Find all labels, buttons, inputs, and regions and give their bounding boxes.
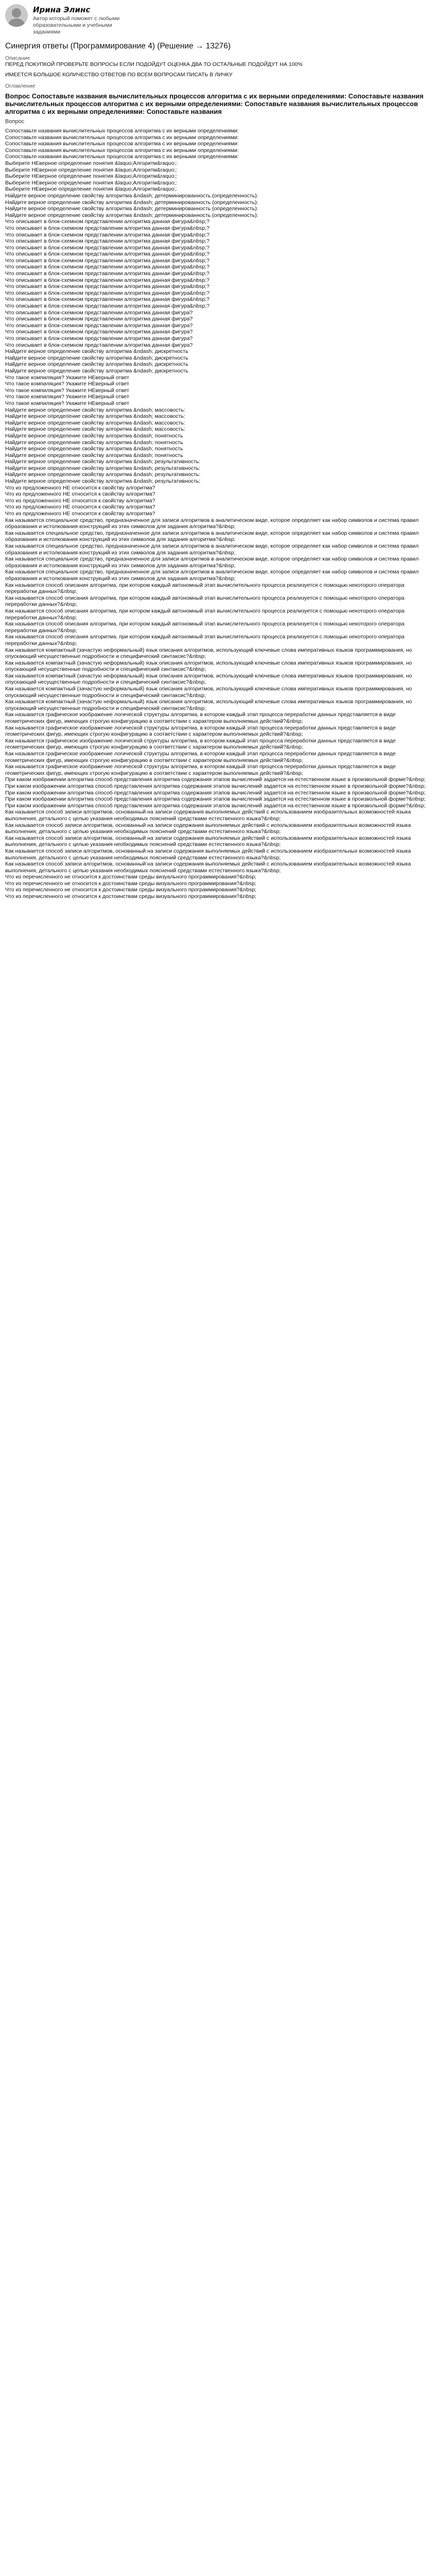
list-item: Найдите верное определение свойству алгоритма &ndash; массовость:	[5, 406, 185, 413]
list-item: Найдите верное определение свойству алгоритма &ndash; понятность	[5, 452, 183, 459]
list-item: Найдите верное определение свойству алгоритма &ndash; дискретность	[5, 367, 188, 374]
list-item: Выберите НЕверное определение понятия &laquo;Алгоритм&raquo;:	[5, 173, 178, 180]
list-item: Что описывает в блок-схемном представлении алгоритма данная фигура?	[5, 316, 193, 323]
list-item: Как называется графическое изображение логической структуры алгоритма, в котором каждый этап процесса переработки данных представляется в виде геометрических фигур, имеющих строгую конфигурацию в соответствии с характером выполняемых действий?&nbsp;	[5, 764, 396, 776]
list-item: Выберите НЕверное определение понятия &laquo;Алгоритм&raquo;:	[5, 179, 178, 186]
list-item: Найдите верное определение свойству алгоритма &ndash; понятность	[5, 432, 183, 439]
list-item: Что из предложенного НЕ относится к свойству алгоритма?	[5, 491, 155, 498]
list-item: Что из перечисленного не относится к достоинствам среды визуального программирования?&nbsp;	[5, 887, 256, 893]
list-item: При каком изображении алгоритма способ представления алгоритма содержания этапов вычислений задается на естественном языке в произвольной форме?&nbsp;	[5, 789, 426, 796]
list-item: Как называется специальное средство, предназначенное для записи алгоритмов в аналитическом виде, которое определяет как набор символов и система правил образования и истолкования конструкций из этих символов для задания алгоритма?&nbsp;	[5, 543, 419, 556]
list-item: Что описывает в блок-схемном представлении алгоритма данная фигура&nbsp;?	[5, 231, 210, 238]
question-subtitle: Вопрос	[5, 118, 25, 125]
list-item: Найдите верное определение свойству алгоритма &ndash; результативность:	[5, 459, 201, 465]
list-item: Найдите верное определение свойству алгоритма &ndash; результативность:	[5, 471, 201, 478]
list-item: Выберите НЕверное определение понятия &laquo;Алгоритм&raquo;:	[5, 160, 178, 166]
list-item: Найдите верное определение свойству алгоритма &ndash; массовость:	[5, 419, 185, 426]
list-item: Сопоставьте названия вычислительных процессов алгоритма с их верными определениями:	[5, 154, 239, 160]
list-item: Что описывает в блок-схемном представлении алгоритма данная фигура&nbsp;?	[5, 244, 210, 251]
list-item: Как называется способ записи алгоритмов, основанный на записи содержания выполняемых действий с использованием изобразительных возможностей языка выполнения, детального с целью указания необходимых пояснений средствами естественного языка?&nbsp;	[5, 861, 411, 874]
list-item: Что описывает в блок-схемном представлении алгоритма данная фигура&nbsp;?	[5, 218, 210, 225]
description-gap	[5, 67, 431, 72]
list-item: Что из перечисленного не относится к достоинствам среды визуального программирования?&nbsp;	[5, 893, 256, 900]
list-item: Что из предложенного НЕ относится к свойству алгоритма?	[5, 497, 155, 504]
list-item: Что описывает в блок-схемном представлении алгоритма данная фигура&nbsp;?	[5, 251, 210, 258]
contents-label: Оглавление	[5, 83, 36, 89]
list-item: Найдите верное определение свойству алгоритма &ndash; дискретность	[5, 348, 188, 355]
list-item: Найдите верное определение свойству алгоритма &ndash; детерминированность (определенность):	[5, 192, 258, 199]
list-item: Как называется графическое изображение логической структуры алгоритма, в котором каждый этап процесса переработки данных представляется в виде геометрических фигур, имеющих строгую конфигурацию в соответствии с характером выполняемых действий?&nbsp;	[5, 737, 396, 751]
list-item: Как называется способ описания алгоритма, при котором каждый автономный этап вычислительного процесса реализуется с помощью некоторого оператора переработки данных?&nbsp;	[5, 621, 405, 634]
author-description: Автор который поможет с любыми образовательными и учебными заданиями	[33, 15, 120, 35]
list-item: Что описывает в блок-схемном представлении алгоритма данная фигура?	[5, 329, 193, 335]
description-line: ПЕРЕД ПОКУПКОЙ ПРОВЕРЬТЕ ВОПРОСЫ ЕСЛИ ПОДОЙДУТ ОЦЕНКА ДВА ТО ОСТАЛЬНЫЕ ПОДОЙДУТ НА 100%	[5, 61, 303, 67]
list-item: Что из предложенного НЕ относится к свойству алгоритма?	[5, 484, 155, 491]
list-item: Выберите НЕверное определение понятия &laquo;Алгоритм&raquo;:	[5, 186, 178, 193]
list-item: Найдите верное определение свойству алгоритма &ndash; массовость:	[5, 413, 185, 420]
description-line: ИМЕЕТСЯ БОЛЬШОЕ КОЛИЧЕСТВО ОТВЕТОВ ПО ВСЕМ ВОПРОСАМ ПИСАТЬ В ЛИЧКУ	[5, 72, 233, 78]
list-item: При каком изображении алгоритма способ представления алгоритма содержания этапов вычислений задается на естественном языке в произвольной форме?&nbsp;	[5, 796, 426, 803]
list-item: Как называется способ записи алгоритмов, основанный на записи содержания выполняемых действий с использованием изобразительных возможностей языка выполнения, детального с целью указания необходимых пояснений средствами естественного языка?&nbsp;	[5, 809, 411, 822]
description-text	[5, 61, 431, 78]
list-item: Найдите верное определение свойству алгоритма &ndash; понятность	[5, 439, 183, 446]
list-item: Как называется компактный (зачастую неформальный) язык описания алгоритмов, использующий ключевые слова императивных языков программирования, но опускающий несущественные подробности и специфический синтаксис?&nbsp;	[5, 699, 412, 711]
list-item: Что описывает в блок-схемном представлении алгоритма данная фигура?	[5, 322, 193, 329]
list-item: Что описывает в блок-схемном представлении алгоритма данная фигура&nbsp;?	[5, 238, 210, 245]
list-item: Что описывает в блок-схемном представлении алгоритма данная фигура?	[5, 309, 193, 316]
list-item: Как называется способ описания алгоритма, при котором каждый автономный этап вычислительного процесса реализуется с помощью некоторого оператора переработки данных?&nbsp;	[5, 607, 405, 621]
list-item: Что описывает в блок-схемном представлении алгоритма данная фигура&nbsp;?	[5, 290, 210, 296]
list-item: Что описывает в блок-схемном представлении алгоритма данная фигура&nbsp;?	[5, 283, 210, 290]
question-title: Вопрос Сопоставьте названия вычислительных процессов алгоритма с их верными определениями: Сопоставьте названия вычислительных процессов алгоритма с их верными определениями: Сопоставьте названия вычислительных процессов алгоритма с их верными определениями: Сопоставьте названия	[5, 92, 424, 115]
list-item: Что такое компиляция? Укажите НЕверный ответ	[5, 374, 129, 381]
spacer	[5, 78, 431, 83]
list-item: Что из предложенного НЕ относится к свойству алгоритма?	[5, 511, 155, 517]
page-title: Синергия ответы (Программирование 4) (Решение → 13276)	[5, 42, 231, 50]
list-item: Найдите верное определение свойству алгоритма &ndash; дискретность	[5, 361, 188, 368]
list-item: Как называется компактный (зачастую неформальный) язык описания алгоритмов, использующий ключевые слова императивных языков программирования, но опускающий несущественные подробности и специфический синтаксис?&nbsp;	[5, 672, 412, 686]
list-item: Что такое компиляция? Укажите НЕверный ответ	[5, 394, 129, 400]
list-item: Найдите верное определение свойству алгоритма &ndash; понятность	[5, 446, 183, 452]
list-item: Как называется способ описания алгоритма, при котором каждый автономный этап вычислительного процесса реализуется с помощью некоторого оператора переработки данных?&nbsp;	[5, 595, 405, 608]
question-list	[5, 128, 431, 900]
list-item: При каком изображении алгоритма способ представления алгоритма содержания этапов вычислений задается на естественном языке в произвольной форме?&nbsp;	[5, 802, 426, 809]
author-name[interactable]: Ирина Элинс	[33, 5, 91, 14]
list-item: Как называется способ описания алгоритма, при котором каждый автономный этап вычислительного процесса реализуется с помощью некоторого оператора переработки данных?&nbsp;	[5, 582, 405, 595]
list-item: Как называется компактный (зачастую неформальный) язык описания алгоритмов, использующий ключевые слова императивных языков программирования, но опускающий несущественные подробности и специфический синтаксис?&nbsp;	[5, 686, 412, 699]
list-item: Найдите верное определение свойству алгоритма &ndash; результативность:	[5, 478, 201, 485]
list-item: Как называется специальное средство, предназначенное для записи алгоритмов в аналитическом виде, которое определяет как набор символов и система правил образования и истолкования конструкций из этих символов для задания алгоритма?&nbsp;	[5, 556, 419, 569]
list-item: Что описывает в блок-схемном представлении алгоритма данная фигура?	[5, 342, 193, 348]
list-item: Как называется графическое изображение логической структуры алгоритма, в котором каждый этап процесса переработки данных представляется в виде геометрических фигур, имеющих строгую конфигурацию в соответствии с характером выполняемых действий?&nbsp;	[5, 724, 396, 738]
list-item: При каком изображении алгоритма способ представления алгоритма содержания этапов вычислений задается на естественном языке в произвольной форме?&nbsp;	[5, 776, 426, 783]
list-item: Как называется способ записи алгоритмов, основанный на записи содержания выполняемых действий с использованием изобразительных возможностей языка выполнения, детального с целью указания необходимых пояснений средствами естественного языка?&nbsp;	[5, 822, 411, 835]
list-item: Сопоставьте названия вычислительных процессов алгоритма с их верными определениями:	[5, 128, 239, 134]
list-item: Как называется специальное средство, предназначенное для записи алгоритмов в аналитическом виде, которое определяет как набор символов и система правил образования и истолкования конструкций из этих символов для задания алгоритма?&nbsp;	[5, 517, 419, 530]
author-block	[5, 4, 431, 36]
list-item: При каком изображении алгоритма способ представления алгоритма содержания этапов вычислений задается на естественном языке в произвольной форме?&nbsp;	[5, 783, 426, 789]
list-item: Что описывает в блок-схемном представлении алгоритма данная фигура&nbsp;?	[5, 270, 210, 277]
list-item: Как называется способ описания алгоритма, при котором каждый автономный этап вычислительного процесса реализуется с помощью некоторого оператора переработки данных?&nbsp;	[5, 634, 405, 647]
list-item: Как называется способ записи алгоритмов, основанный на записи содержания выполняемых действий с использованием изобразительных возможностей языка выполнения, детального с целью указания необходимых пояснений средствами естественного языка?&nbsp;	[5, 835, 411, 848]
avatar[interactable]	[5, 4, 28, 27]
list-item: Что из предложенного НЕ относится к свойству алгоритма?	[5, 504, 155, 511]
list-item: Найдите верное определение свойству алгоритма &ndash; результативность:	[5, 465, 201, 471]
list-item: Что описывает в блок-схемном представлении алгоритма данная фигура&nbsp;?	[5, 303, 210, 310]
list-item: Сопоставьте названия вычислительных процессов алгоритма с их верными определениями:	[5, 134, 239, 141]
description-label: Описание	[5, 55, 30, 61]
list-item: Найдите верное определение свойству алгоритма &ndash; дискретность	[5, 354, 188, 361]
page	[0, 0, 436, 921]
list-item: Как называется графическое изображение логической структуры алгоритма, в котором каждый этап процесса переработки данных представляется в виде геометрических фигур, имеющих строгую конфигурацию в соответствии с характером выполняемых действий?&nbsp;	[5, 711, 396, 725]
list-item: Что описывает в блок-схемном представлении алгоритма данная фигура&nbsp;?	[5, 277, 210, 283]
list-item: Сопоставьте названия вычислительных процессов алгоритма с их верными определениями:	[5, 147, 239, 154]
list-item: Что описывает в блок-схемном представлении алгоритма данная фигура&nbsp;?	[5, 264, 210, 270]
author-info	[33, 4, 136, 36]
list-item: Что описывает в блок-схемном представлении алгоритма данная фигура&nbsp;?	[5, 296, 210, 303]
list-item: Как называется компактный (зачастую неформальный) язык описания алгоритмов, использующий ключевые слова императивных языков программирования, но опускающий несущественные подробности и специфический синтаксис?&nbsp;	[5, 659, 412, 673]
list-item: Выберите НЕверное определение понятия &laquo;Алгоритм&raquo;:	[5, 166, 178, 173]
list-item: Сопоставьте названия вычислительных процессов алгоритма с их верными определениями:	[5, 141, 239, 147]
list-item: Найдите верное определение свойству алгоритма &ndash; детерминированность (определенность):	[5, 199, 258, 206]
list-item: Что описывает в блок-схемном представлении алгоритма данная фигура&nbsp;?	[5, 257, 210, 264]
list-item: Как называется компактный (зачастую неформальный) язык описания алгоритмов, использующий ключевые слова императивных языков программирования, но опускающий несущественные подробности и специфический синтаксис?&nbsp;	[5, 647, 412, 660]
list-item: Что описывает в блок-схемном представлении алгоритма данная фигура&nbsp;?	[5, 225, 210, 231]
list-item: Что описывает в блок-схемном представлении алгоритма данная фигура?	[5, 335, 193, 342]
list-item: Что такое компиляция? Укажите НЕверный ответ	[5, 381, 129, 387]
list-item: Как называется специальное средство, предназначенное для записи алгоритмов в аналитическом виде, которое определяет как набор символов и система правил образования и истолкования конструкций из этих символов для задания алгоритма?&nbsp;	[5, 569, 419, 582]
list-item: Найдите верное определение свойству алгоритма &ndash; детерминированность (определенность):	[5, 212, 258, 218]
list-item: Как называется специальное средство, предназначенное для записи алгоритмов в аналитическом виде, которое определяет как набор символов и система правил образования и истолкования конструкций из этих символов для задания алгоритма?&nbsp;	[5, 530, 419, 543]
list-item: Что из перечисленного не относится к достоинствам среды визуального программирования?&nbsp;	[5, 880, 256, 887]
list-item: Что такое компиляция? Укажите НЕверный ответ	[5, 387, 129, 394]
list-item: Как называется графическое изображение логической структуры алгоритма, в котором каждый этап процесса переработки данных представляется в виде геометрических фигур, имеющих строгую конфигурацию в соответствии с характером выполняемых действий?&nbsp;	[5, 751, 396, 764]
list-item: Как называется способ записи алгоритмов, основанный на записи содержания выполняемых действий с использованием изобразительных возможностей языка выполнения, детального с целью указания необходимых пояснений средствами естественного языка?&nbsp;	[5, 848, 411, 861]
list-item: Что такое компиляция? Укажите НЕверный ответ	[5, 400, 129, 406]
list-item: Что из перечисленного не относится к достоинствам среды визуального программирования?&nbsp;	[5, 874, 256, 880]
list-item: Найдите верное определение свойству алгоритма &ndash; массовость:	[5, 426, 185, 433]
list-item: Найдите верное определение свойству алгоритма &ndash; детерминированность (определенность):	[5, 206, 258, 212]
